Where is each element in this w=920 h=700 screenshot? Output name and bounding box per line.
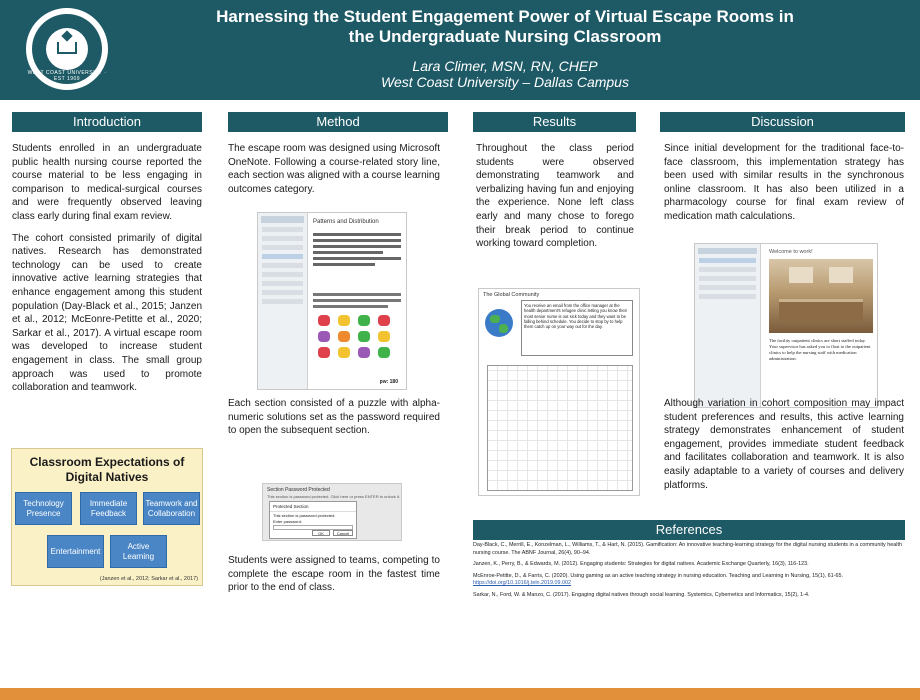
welcome-screenshot [694, 243, 878, 408]
global-community-screenshot [478, 288, 640, 496]
method-heading: Method [228, 112, 448, 132]
title-line-1: Harnessing the Student Engagement Power of Virtual Escape Rooms in [216, 7, 794, 26]
discussion-text-1: Since initial development for the traditional face-to-face classroom, this implementation strategy has been used with similar results in the synchronous online classroom. It has also been utilized in a pharmacology course for final exam review of medication math calculations. [664, 143, 904, 222]
author-affiliation: West Coast University – Dallas Campus [381, 74, 629, 90]
welcome-text: The facility outpatient clinics are short staffed today. Your supervisor has asked you to float to the outpatient clinics to help the nursing staff with medication administration. [769, 338, 871, 361]
dialog-label: Enter password: [273, 519, 302, 524]
poster-header [0, 0, 920, 100]
word-search-grid [487, 365, 633, 491]
story-title: Patterns and Distribution [313, 219, 379, 225]
box-immediate-feedback: Immediate Feedback [80, 492, 137, 525]
expectations-panel [11, 448, 203, 586]
discussion-text-2: Although variation in cohort composition may impact student preferences and results, this active learning strategy demonstrates enhancement of student engagement, provides immediate student feedback and facilitates collaboration and teamwork. It is also easily adaptable to a variety of courses and delivery platforms. [664, 398, 904, 491]
password-dialog [269, 501, 357, 539]
globe-icon [485, 309, 513, 337]
reference-doi-link[interactable]: https://doi.org/10.1016/j.teln.2019.09.002 [473, 580, 572, 587]
introduction-text [12, 142, 202, 395]
university-logo [26, 8, 108, 90]
dialog-text: This section is password protected. [273, 513, 336, 518]
welcome-title: Welcome to work! [769, 249, 813, 255]
results-text: Throughout the class period students were observed demonstrating teamwork and verbalizing having fun and enjoying the experience. None left class early and many chose to forego their break period to continue working toward completion. [476, 143, 634, 250]
box-teamwork-collaboration: Teamwork and Collaboration [143, 492, 200, 525]
star-icon [61, 30, 72, 41]
story-password: pw: 180 [379, 379, 398, 385]
reference-item: Janzen, K., Perry, B., & Edwards, M. (2012). Engaging students: Strategies for digital natives. Academic Exchange Quarterly, 16(3), 116-123. [473, 561, 809, 568]
dialog-ok-button[interactable]: OK [312, 530, 330, 536]
results-heading: Results [473, 112, 636, 132]
introduction-paragraph-2: The cohort consisted primarily of digital natives. Research has demonstrated technology can be used to create innovative active learning strategies that enhance engagement among this student population (Day-Black et al., 2015; Janzen et al., 2012; McEonre-Petitte et al., 2020; Sarkar et al., 2017). A virtual escape room was developed to increase student engagement in class. The small group approach was used to promote collaboration and teamwork. [12, 232, 202, 394]
discussion-heading: Discussion [660, 112, 905, 132]
logo-text: WEST COAST UNIVERSITY · EST 1909 [27, 70, 107, 82]
gummy-bears-image [318, 315, 398, 375]
box-technology-presence: Technology Presence [15, 492, 72, 525]
onenote-section-list [258, 213, 308, 389]
global-scenario-text: You receive an email from the office manager at the health department's refugee clinic letting you know their most senior nurse is out sick today and they want to be falling behind schedule. You decide to stop by to help them catch up on your way out for the day. [521, 300, 633, 356]
expectations-title-line-2: Digital Natives [65, 470, 149, 484]
box-entertainment: Entertainment [47, 535, 104, 568]
dialog-cancel-button[interactable]: Cancel [333, 530, 353, 536]
welcome-section-list [695, 244, 761, 407]
logo-seal [46, 28, 88, 70]
dialog-title: Protected Section [270, 502, 356, 512]
expectations-title-line-1: Classroom Expectations of [29, 455, 185, 469]
reference-text: McEnroe-Petitte, D., & Farris, C. (2020). Using gaming as an active teaching strategy in nursing education. Teaching and Learning in Nursing, 15(1), 61-65. [473, 572, 843, 579]
onenote-story-screenshot [257, 212, 407, 390]
clinic-photo [769, 259, 873, 333]
reference-item: Day-Black, C., Merrill, E., Konzelman, L., Williams, T., & Hart, N. (2015). Gamification: An innovative teaching-learning strategy for the digital nursing students in a community health nursing course. The ABNF Journal, 26(4), 90–94. [473, 542, 902, 556]
story-text-lines [313, 233, 401, 281]
method-text-2: Each section consisted of a puzzle with alpha-numeric solutions set as the password required to open the subsequent section. [228, 398, 440, 437]
author-name: Lara Climer, MSN, RN, CHEP [412, 58, 598, 74]
global-title: The Global Community [483, 292, 540, 298]
references-list [473, 542, 905, 604]
box-active-learning: Active Learning [110, 535, 167, 568]
footer-bar [0, 688, 920, 700]
story-text-lines-2 [313, 293, 401, 311]
reference-item: Sarkar, N., Ford, W. & Manzo, C. (2017). Engaging digital natives through social learning. Systemics, Cybernetics and Informatics, 15(2), 1-4. [473, 591, 810, 598]
password-sub: This section is password protected. Click here or press ENTER to unlock it. [267, 494, 400, 499]
method-text-3: Students were assigned to teams, competing to complete the escape room in the fastest time prior to the end of class. [228, 555, 440, 594]
references-heading: References [473, 520, 905, 540]
title-line-2: the Undergraduate Nursing Classroom [348, 27, 662, 46]
method-text-1: The escape room was designed using Microsoft OneNote. Following a course-related story line, each section was aligned with a course learning outcomes category. [228, 143, 440, 195]
reference-item [473, 573, 905, 588]
book-icon [57, 42, 77, 54]
password-screenshot [262, 483, 402, 541]
expectations-title [12, 455, 202, 485]
introduction-heading: Introduction [12, 112, 202, 132]
poster-title [130, 7, 880, 47]
author-block [130, 58, 880, 90]
introduction-paragraph-1: Students enrolled in an undergraduate public health nursing course reported the course material to be less engaging in comparison to medical-surgical courses and were frequently observed leaving class early during final exam review. [12, 143, 202, 222]
expectations-citation: (Janzen et al., 2012; Sarkar et al., 2017) [99, 576, 198, 582]
password-banner: Section Password Protected [267, 487, 330, 493]
